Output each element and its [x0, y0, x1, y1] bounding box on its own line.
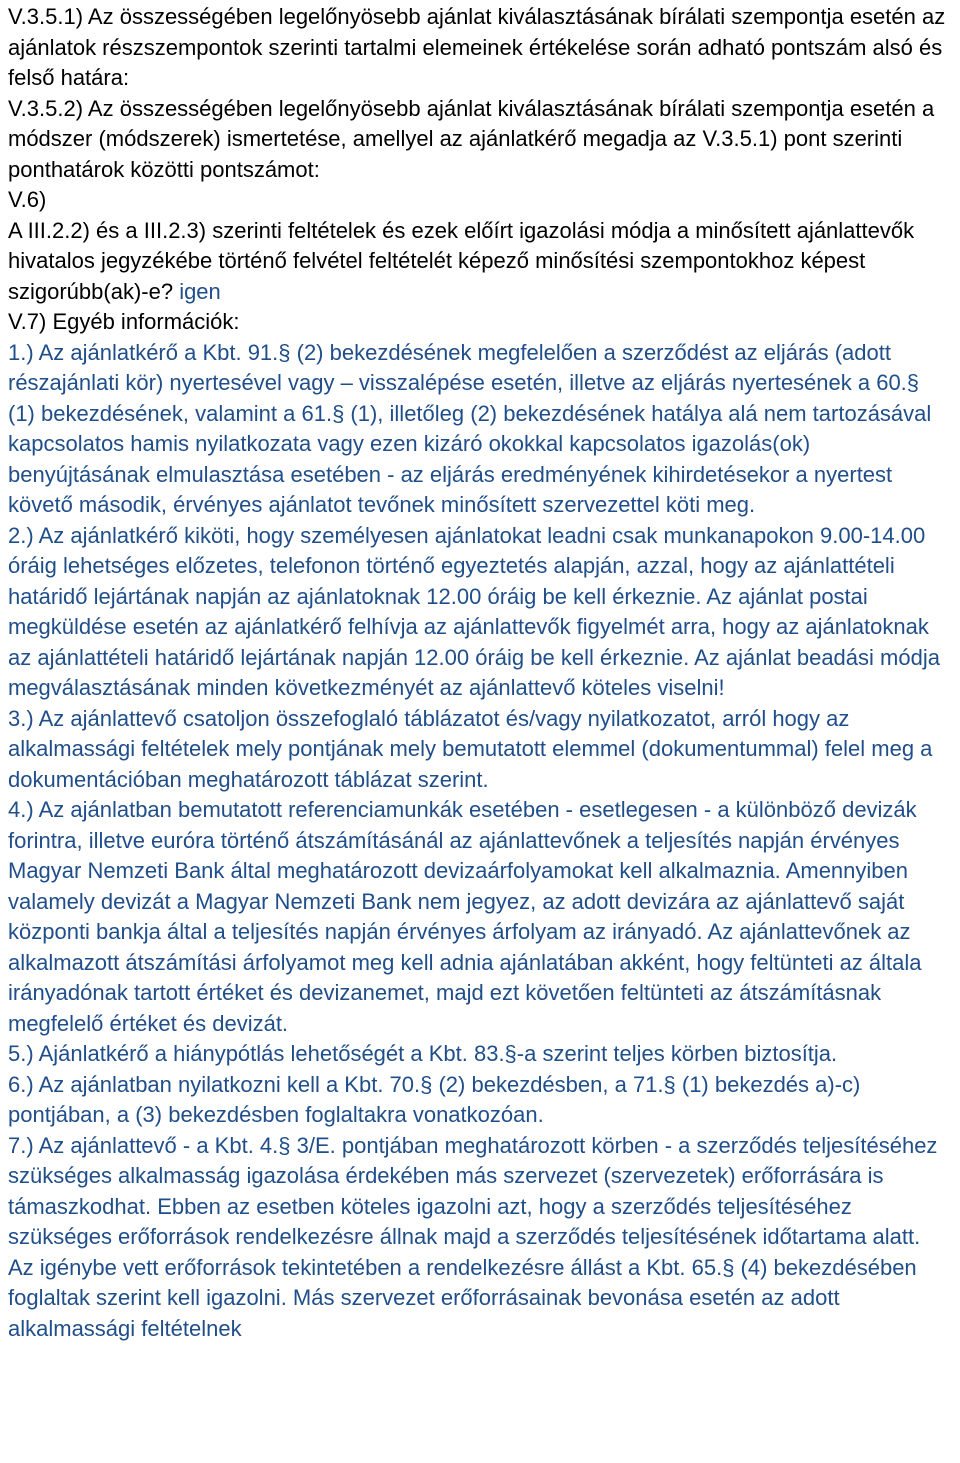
paragraph-text: 7.) Az ajánlattevő - a Kbt. 4.§ 3/E. pontjában meghatározott körben - a szerződés teljesítéséhez szükséges alkalmasság igazolása érdekében más szervezet (szervezetek) erőforrására is támaszkodhat. Ebben az esetben köteles igazolni azt, hogy a szerződés teljesítéséhez szükséges erőforrások rendelkezésre állnak majd a szerződés teljesítésének időtartama alatt. Az igénybe vett erőforrások tekintetében a rendelkezésre állást a Kbt. 65.§ (4) bekezdésében foglaltak szerint kell igazolni. Más szervezet erőforrásainak bevonása esetén az adott alkalmassági feltételnek [8, 1132, 938, 1341]
paragraph-text: 6.) Az ajánlatban nyilatkozni kell a Kbt. 70.§ (2) bekezdésben, a 71.§ (1) bekezdés a)-c) pontjában, a (3) bekezdésben foglaltakra vonatkozóan. [8, 1071, 861, 1127]
paragraph-text: V.3.5.1) Az összességében legelőnyösebb ajánlat kiválasztásának bírálati szempontja esetén az ajánlatok részszempontok szerinti tartalmi elemeinek értékelése során adható pontszám alsó és felső határa: [8, 4, 946, 90]
paragraph-v7-heading [8, 307, 950, 338]
answer-igen: igen [179, 278, 221, 304]
paragraph-info-5 [8, 1039, 950, 1070]
paragraph-text: A III.2.2) és a III.2.3) szerinti feltételek és ezek előírt igazolási módja a minősített ajánlattevők hivatalos jegyzékébe történő felvétel feltételét képező minősítési szempontokhoz képest szigorúbb(ak)-e? [8, 217, 915, 304]
paragraph-text: V.7) Egyéb információk: [8, 309, 240, 334]
paragraph-text: 4.) Az ajánlatban bemutatott referenciamunkák esetében - esetlegesen - a különböző devizák forintra, illetve euróra történő átszámításánál az ajánlattevőnek a teljesítés napján érvényes Magyar Nemzeti Bank által meghatározott devizaárfolyamokat kell alkalmaznia. Amennyiben valamely devizát a Magyar Nemzeti Bank nem jegyez, az adott devizára az ajánlattevő saját központi bankja által a teljesítés napján érvényes árfolyam az irányadó. Az ajánlattevőnek az alkalmazott átszámítási árfolyamot meg kell adnia ajánlatában akként, hogy feltünteti az általa irányadónak tartott értéket és devizanemet, majd ezt követően feltünteti az átszámításnak megfelelő értéket és devizát. [8, 797, 922, 1036]
paragraph-v6 [8, 185, 950, 216]
paragraph-info-6 [8, 1070, 950, 1131]
paragraph-info-4 [8, 795, 950, 1039]
document-body [8, 2, 950, 1344]
paragraph-info-1 [8, 338, 950, 521]
paragraph-text: 5.) Ajánlatkérő a hiánypótlás lehetőségét a Kbt. 83.§-a szerint teljes körben biztosítja. [8, 1041, 838, 1066]
paragraph-info-7 [8, 1131, 950, 1345]
paragraph-v352 [8, 94, 950, 186]
paragraph-text: V.6) [8, 187, 47, 212]
paragraph-text: V.3.5.2) Az összességében legelőnyösebb ajánlat kiválasztásának bírálati szempontja esetén a módszer (módszerek) ismertetése, amellyel az ajánlatkérő megadja az V.3.5.1) pont szerinti ponthatárok közötti pontszámot: [8, 95, 935, 182]
paragraph-info-3 [8, 704, 950, 796]
paragraph-text: 3.) Az ajánlattevő csatoljon összefoglaló táblázatot és/vagy nyilatkozatot, arról hogy az alkalmassági feltételek mely pontjának mely bemutatott elemmel (dokumentummal) felel meg a dokumentációban meghatározott táblázat szerint. [8, 705, 933, 792]
paragraph-v351 [8, 2, 950, 94]
paragraph-info-2 [8, 521, 950, 704]
paragraph-iii22-question [8, 216, 950, 308]
paragraph-text: 1.) Az ajánlatkérő a Kbt. 91.§ (2) bekezdésének megfelelően a szerződést az eljárás (adott részajánlati kör) nyertesével vagy – visszalépése esetén, illetve az eljárás nyertesének a 60.§ (1) bekezdésének, valamint a 61.§ (1), illetőleg (2) bekezdésének hatálya alá nem tartozásával kapcsolatos hamis nyilatkozata vagy ezen kizáró okokkal kapcsolatos igazolás(ok) benyújtásának elmulasztása esetében - az eljárás eredményének kihirdetésekor a nyertest követő második, érvényes ajánlatot tevőnek minősített szervezettel köti meg. [8, 339, 932, 517]
paragraph-text: 2.) Az ajánlatkérő kiköti, hogy személyesen ajánlatokat leadni csak munkanapokon 9.00-14.00 óráig lehetséges előzetes, telefonon történő egyeztetés alapján, azzal, hogy az ajánlattételi határidő lejártának napján az ajánlatoknak 12.00 óráig be kell érkeznie. Az ajánlat postai megküldése esetén az ajánlatkérő felhívja az ajánlattevők figyelmét arra, hogy az ajánlatoknak az ajánlattételi határidő lejártának napján 12.00 óráig be kell érkeznie. Az ajánlat beadási módja megválasztásának minden következményét az ajánlattevő köteles viselni! [8, 522, 940, 700]
